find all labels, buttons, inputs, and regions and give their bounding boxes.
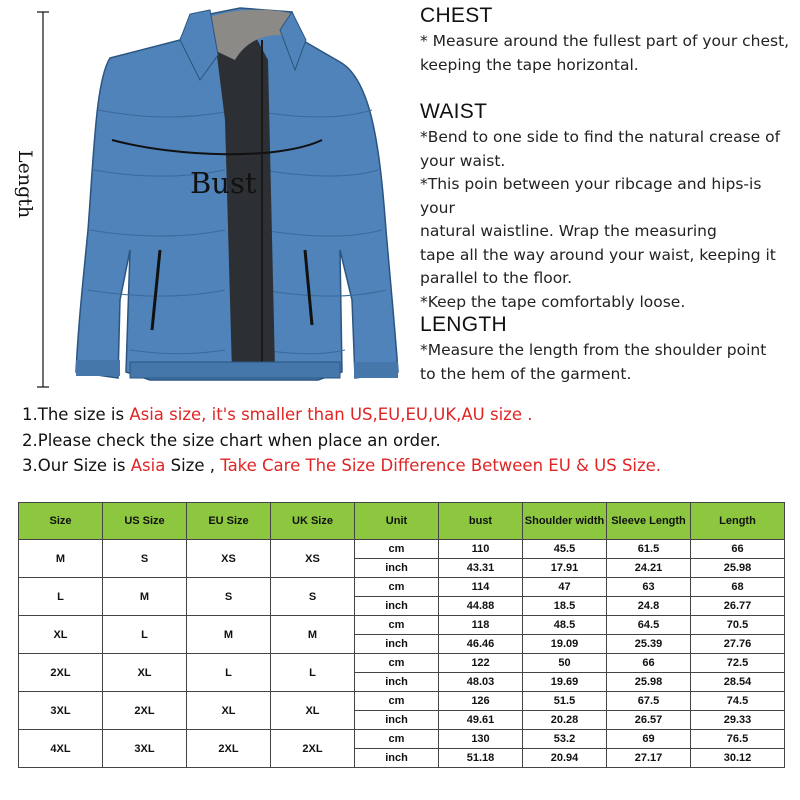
shoulder-cell: 18.5 (523, 597, 607, 616)
shoulder-cell: 19.69 (523, 673, 607, 692)
unit-cell: inch (355, 559, 439, 578)
size-notes (22, 402, 792, 479)
us-size-cell: S (103, 540, 187, 578)
table-row (19, 654, 785, 673)
header-sleeve-length: Sleeve Length (607, 503, 691, 540)
chest-line: keeping the tape horizontal. (420, 55, 639, 74)
shoulder-cell: 17.91 (523, 559, 607, 578)
header-bust: bust (439, 503, 523, 540)
sleeve-cell: 66 (607, 654, 691, 673)
sleeve-cell: 24.8 (607, 597, 691, 616)
uk-size-cell: XL (271, 692, 355, 730)
eu-size-cell: L (187, 654, 271, 692)
sleeve-cell: 27.17 (607, 749, 691, 768)
shoulder-cell: 48.5 (523, 616, 607, 635)
bust-cell: 122 (439, 654, 523, 673)
table-header-row (19, 503, 785, 540)
length-cell: 74.5 (691, 692, 785, 711)
waist-line: *Keep the tape comfortably loose. (420, 292, 686, 311)
chest-instructions (420, 4, 790, 77)
unit-cell: cm (355, 692, 439, 711)
table-row (19, 692, 785, 711)
waist-instructions (420, 100, 790, 314)
unit-cell: inch (355, 635, 439, 654)
shoulder-cell: 47 (523, 578, 607, 597)
header-us-size: US Size (103, 503, 187, 540)
sleeve-cell: 25.98 (607, 673, 691, 692)
header-size: Size (19, 503, 103, 540)
waist-line: *Bend to one side to find the natural crease of (420, 128, 781, 146)
bust-cell: 44.88 (439, 597, 523, 616)
eu-size-cell: XL (187, 692, 271, 730)
eu-size-cell: M (187, 616, 271, 654)
length-cell: 29.33 (691, 711, 785, 730)
chest-title: CHEST (420, 4, 493, 27)
eu-size-cell: 2XL (187, 730, 271, 768)
size-cell: L (19, 578, 103, 616)
uk-size-cell: XS (271, 540, 355, 578)
bust-cell: 48.03 (439, 673, 523, 692)
length-measure-line (37, 12, 49, 387)
us-size-cell: 2XL (103, 692, 187, 730)
length-cell: 68 (691, 578, 785, 597)
header-length: Length (691, 503, 785, 540)
unit-cell: inch (355, 711, 439, 730)
shoulder-cell: 19.09 (523, 635, 607, 654)
sleeve-cell: 25.39 (607, 635, 691, 654)
bust-cell: 43.31 (439, 559, 523, 578)
sleeve-cell: 67.5 (607, 692, 691, 711)
length-cell: 27.76 (691, 635, 785, 654)
note-3 (22, 453, 792, 479)
sleeve-cell: 64.5 (607, 616, 691, 635)
bust-cell: 51.18 (439, 749, 523, 768)
size-cell: 4XL (19, 730, 103, 768)
sleeve-cell: 26.57 (607, 711, 691, 730)
shoulder-cell: 20.28 (523, 711, 607, 730)
length-cell: 28.54 (691, 673, 785, 692)
waist-line: your waist. (420, 151, 506, 170)
waist-line: tape all the way around your waist, keeping it (420, 245, 776, 264)
eu-size-cell: XS (187, 540, 271, 578)
size-cell: 2XL (19, 654, 103, 692)
chest-line: * Measure around the fullest part of your chest, (420, 32, 790, 50)
bust-cell: 114 (439, 578, 523, 597)
shoulder-cell: 51.5 (523, 692, 607, 711)
header-shoulder-width: Shoulder width (523, 503, 607, 540)
bust-cell: 126 (439, 692, 523, 711)
size-table (18, 502, 785, 768)
us-size-cell: M (103, 578, 187, 616)
bust-label: Bust (190, 166, 257, 200)
shoulder-cell: 50 (523, 654, 607, 673)
table-row (19, 578, 785, 597)
unit-cell: cm (355, 654, 439, 673)
waist-line: *This poin between your ribcage and hips-is your (420, 175, 762, 217)
table-row (19, 616, 785, 635)
shoulder-cell: 20.94 (523, 749, 607, 768)
bust-cell: 118 (439, 616, 523, 635)
size-chart (18, 502, 784, 768)
note-3-asia: Asia (130, 456, 166, 475)
sleeve-cell: 69 (607, 730, 691, 749)
length-instructions (420, 313, 790, 386)
size-cell: XL (19, 616, 103, 654)
sleeve-cell: 24.21 (607, 559, 691, 578)
table-row (19, 730, 785, 749)
sleeve-cell: 61.5 (607, 540, 691, 559)
waist-line: parallel to the floor. (420, 269, 573, 287)
length-label: Length (14, 150, 36, 219)
note-3-text-2: Size , (165, 456, 221, 475)
size-cell: 3XL (19, 692, 103, 730)
length-title: LENGTH (420, 313, 507, 336)
bust-cell: 49.61 (439, 711, 523, 730)
note-3-warning: Take Care The Size Difference Between EU & US Size. (220, 456, 662, 475)
note-1-warning: Asia size, it's smaller than US,EU,EU,UK,AU size . (129, 405, 533, 424)
length-line: *Measure the length from the shoulder point (420, 341, 767, 359)
length-line: to the hem of the garment. (420, 364, 632, 383)
shoulder-cell: 53.2 (523, 730, 607, 749)
uk-size-cell: 2XL (271, 730, 355, 768)
length-cell: 70.5 (691, 616, 785, 635)
header-eu-size: EU Size (187, 503, 271, 540)
note-3-text: 3.Our Size is (22, 456, 131, 475)
uk-size-cell: S (271, 578, 355, 616)
waist-line: natural waistline. Wrap the measuring (420, 222, 717, 240)
length-cell: 26.77 (691, 597, 785, 616)
illustration-section (0, 0, 800, 398)
length-cell: 72.5 (691, 654, 785, 673)
waist-title: WAIST (420, 100, 488, 123)
header-uk-size: UK Size (271, 503, 355, 540)
length-cell: 76.5 (691, 730, 785, 749)
unit-cell: inch (355, 749, 439, 768)
unit-cell: cm (355, 730, 439, 749)
unit-cell: inch (355, 597, 439, 616)
us-size-cell: XL (103, 654, 187, 692)
shoulder-cell: 45.5 (523, 540, 607, 559)
us-size-cell: L (103, 616, 187, 654)
note-1-text: 1.The size is (22, 405, 130, 424)
unit-cell: cm (355, 540, 439, 559)
bust-cell: 46.46 (439, 635, 523, 654)
length-cell: 30.12 (691, 749, 785, 768)
sleeve-cell: 63 (607, 578, 691, 597)
size-cell: M (19, 540, 103, 578)
length-text (420, 339, 790, 386)
note-1 (22, 402, 792, 428)
unit-cell: inch (355, 673, 439, 692)
length-cell: 66 (691, 540, 785, 559)
waist-text (420, 126, 790, 314)
table-row (19, 540, 785, 559)
unit-cell: cm (355, 616, 439, 635)
length-cell: 25.98 (691, 559, 785, 578)
uk-size-cell: M (271, 616, 355, 654)
header-unit: Unit (355, 503, 439, 540)
note-2: 2.Please check the size chart when place an order. (22, 430, 441, 450)
chest-text (420, 30, 790, 77)
unit-cell: cm (355, 578, 439, 597)
us-size-cell: 3XL (103, 730, 187, 768)
bust-cell: 130 (439, 730, 523, 749)
eu-size-cell: S (187, 578, 271, 616)
bust-cell: 110 (439, 540, 523, 559)
uk-size-cell: L (271, 654, 355, 692)
